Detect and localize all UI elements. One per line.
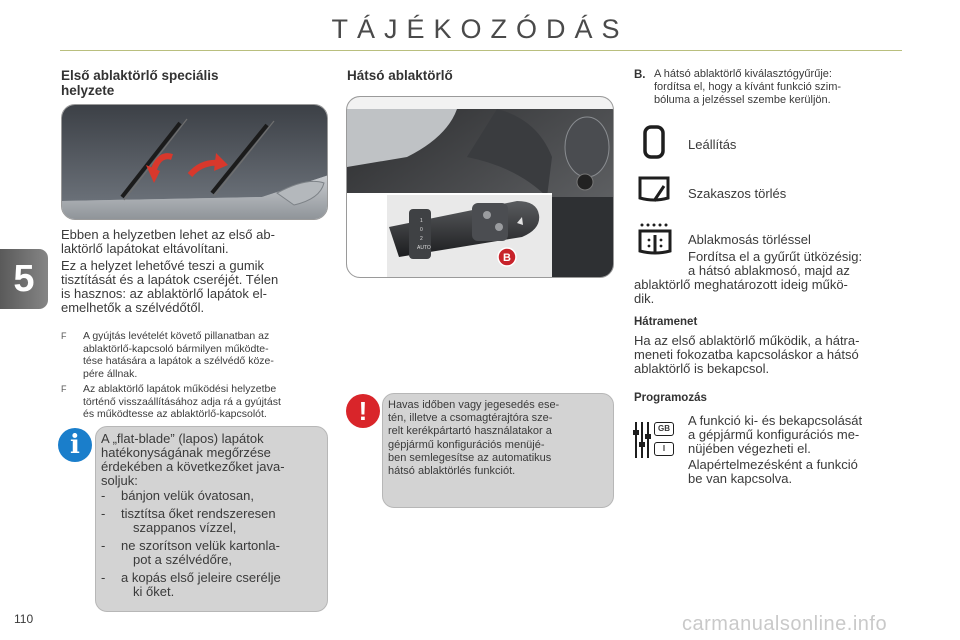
heading-line: helyzete — [61, 83, 115, 98]
text-line: hatékonyságának megőrzése — [101, 445, 271, 460]
windscreen-wiper-photo — [61, 104, 328, 220]
bullet-item-restore-position — [61, 383, 328, 423]
text-line: nüjében végezheti el. — [688, 441, 811, 456]
list-dash: - — [101, 570, 106, 585]
programming-heading: Programozás — [634, 392, 707, 404]
mode-label-washer: Ablakmosás törléssel — [688, 232, 811, 247]
text-line: gépjármű konfigurációs menüjé- — [388, 438, 545, 451]
b-label: B. — [634, 69, 646, 81]
text-line: tése hatására a lapátok a szélvédő köze- — [83, 355, 274, 367]
heading-line: Első ablaktörlő speciális — [61, 68, 219, 83]
text-line: bánjon velük óvatosan, — [121, 488, 254, 503]
text-line: A funkció ki- és bekapcsolását — [688, 413, 863, 428]
svg-text:2: 2 — [420, 236, 423, 242]
text-line: Ebben a helyzetben lehet az első ab- — [61, 227, 275, 242]
text-line: tisztítsa őket rendszeresen — [121, 506, 276, 521]
text-line: dik. — [634, 291, 655, 306]
text-line: Alapértelmezésként a funkció — [688, 457, 858, 472]
front-wiper-paragraph-2 — [61, 259, 327, 315]
language-badge-gb: GB — [654, 422, 674, 436]
text-line: ki őket. — [133, 584, 175, 599]
text-line: is hasznos: az ablaktörlő lapátok el- — [61, 286, 267, 301]
text-line: a gépjármű konfigurációs me- — [688, 427, 860, 442]
list-dash: - — [101, 538, 106, 553]
text-line: meneti fokozatba kapcsoláskor a hátsó — [634, 347, 859, 362]
text-line: ablaktörlő is bekapcsol. — [634, 361, 770, 376]
page-number: 110 — [14, 612, 34, 626]
warning-icon: ! — [346, 394, 380, 428]
text-line: relt kerékpártartó használatakor a — [388, 425, 552, 438]
page-title: TÁJÉKOZÓDÁS — [331, 14, 629, 44]
text-line: Az ablaktörlő lapátok működési helyzetbe — [83, 383, 277, 395]
text-line: a hátsó ablakmosó, majd az — [688, 263, 850, 278]
list-dash: - — [101, 488, 106, 503]
front-wiper-paragraph-1 — [61, 228, 327, 256]
text-line: ben semlegesítse az automatikus — [388, 451, 552, 464]
callout-b: B — [503, 252, 511, 264]
washer-instruction — [634, 250, 902, 306]
mode-label-intermittent: Szakaszos törlés — [688, 186, 787, 201]
settings-menu-icon — [632, 418, 680, 462]
section-heading-rear-wiper: Hátsó ablaktörlő — [347, 68, 453, 83]
bullet-marker: F — [61, 384, 67, 394]
text-line: tisztítását és a lapátok cseréjét. Télen — [61, 272, 279, 287]
section-heading-front-wiper — [61, 68, 219, 98]
list-dash: - — [101, 506, 106, 521]
b-description — [654, 68, 902, 107]
text-line: hátsó ablaktörlés funkciót. — [388, 465, 516, 478]
chapter-tab[interactable]: 5 — [0, 249, 48, 309]
text-line: be van kapcsolva. — [688, 471, 793, 486]
text-line: laktörlő lapátokat eltávolítani. — [61, 241, 229, 256]
language-badge-i: I — [654, 442, 674, 456]
title-divider — [60, 50, 902, 51]
text-line: történő visszaállításához adja rá a gyújtást — [83, 395, 281, 408]
info-icon: i — [58, 428, 92, 462]
text-line: fordítsa el, hogy a kívánt funkció szim- — [654, 81, 842, 93]
stalk-auto-label: AUTO — [417, 245, 431, 251]
svg-text:0: 0 — [420, 227, 423, 233]
text-line: pot a szélvédőre, — [133, 552, 233, 567]
watermark: carmanualsonline.info — [682, 613, 888, 635]
text-line: A gyújtás levételét követő pillanatban az — [83, 330, 270, 342]
text-line: tén, illetve a csomagtérajtóra sze- — [388, 412, 553, 425]
text-line: ne szorítson velük kartonla- — [121, 538, 280, 553]
text-line: emelhetők a szélvédőtől. — [61, 300, 205, 315]
svg-text:1: 1 — [420, 218, 423, 224]
text-line: a kopás első jeleire cserélje — [121, 570, 281, 585]
reverse-heading: Hátramenet — [634, 316, 698, 328]
programming-text-1 — [688, 414, 902, 456]
text-line: és működtesse az ablaktörlő-kapcsolót. — [83, 408, 267, 420]
text-line: szappanos vízzel, — [133, 520, 237, 535]
text-line: Havas időben vagy jegesedés ese- — [388, 399, 560, 411]
text-line: pére állnak. — [83, 367, 138, 380]
slider-icon — [632, 420, 652, 460]
stop-icon — [638, 124, 670, 160]
text-line: bóluma a jelzéssel szembe kerüljön. — [654, 94, 831, 106]
text-line: ablaktörlő-kapcsoló bármilyen működte- — [83, 342, 269, 355]
bullet-marker: F — [61, 331, 67, 341]
rear-wiper-stalk-photo — [346, 96, 614, 278]
text-line: A „flat-blade” (lapos) lapátok — [101, 431, 264, 446]
text-line: Ha az első ablaktörlő működik, a hátra- — [634, 333, 860, 348]
text-line: érdekében a következőket java- — [101, 459, 285, 474]
bullet-item-ignition-off — [61, 330, 328, 382]
reverse-text — [634, 334, 902, 376]
text-line: soljuk: — [101, 473, 138, 488]
text-line: ablaktörlő meghatározott ideig műkö- — [634, 277, 848, 292]
programming-text-2 — [688, 458, 902, 486]
text-line: Ez a helyzet lehetővé teszi a gumik — [61, 258, 265, 273]
text-line: A hátsó ablaktörlő kiválasztógyűrűje: — [654, 68, 832, 80]
mode-label-stop: Leállítás — [688, 137, 737, 152]
text-line: Fordítsa el a gyűrűt ütközésig: — [688, 249, 863, 264]
intermittent-wipe-icon — [636, 174, 672, 208]
info-intro — [101, 432, 322, 488]
warning-text — [388, 399, 608, 478]
